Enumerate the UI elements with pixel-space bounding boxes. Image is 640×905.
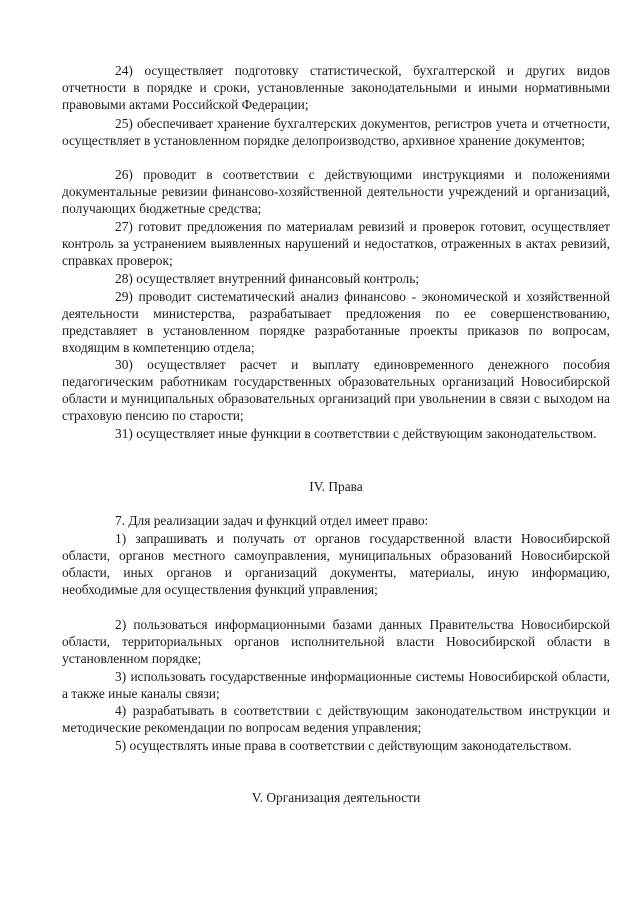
- section-rights-title: IV. Права: [309, 479, 363, 494]
- item-26: 26) проводит в соответствии с действующими инструкциями и положениями документальные ревизии финансово-хозяйственной деятельности учреждений и организаций, получающих бюджетные средства;: [62, 167, 610, 216]
- right-item-5: 5) осуществлять иные права в соответствии с действующим законодательством.: [115, 738, 572, 753]
- right-item-3: 3) использовать государственные информационные системы Новосибирской области, а также иные каналы связи;: [62, 669, 610, 701]
- item-25: 25) обеспечивает хранение бухгалтерских документов, регистров учета и отчетности, осуществляет в установленном порядке делопроизводство, архивное хранение документов;: [62, 116, 610, 148]
- right-item-2: 2) пользоваться информационными базами данных Правительства Новосибирской области, территориальных органов исполнительной власти Новосибирской области в установленном порядке;: [62, 617, 610, 666]
- right-item-4: 4) разрабатывать в соответствии с действующим законодательством инструкции и методические рекомендации по вопросам ведения управления;: [62, 703, 610, 735]
- section-org-title: V. Организация деятельности: [251, 790, 421, 805]
- rights-intro: 7. Для реализации задач и функций отдел имеет право:: [115, 513, 429, 528]
- item-29: 29) проводит систематический анализ финансово - экономической и хозяйственной деятельности министерства, разрабатывает предложения по ее совершенствованию, представляет в установленном порядке разработанные проекты приказов по вопросам, входящим в компетенцию отдела;: [62, 289, 610, 355]
- item-31: 31) осуществляет иные функции в соответствии с действующим законодательством.: [115, 426, 597, 441]
- right-item-1: 1) запрашивать и получать от органов государственной власти Новосибирской области, органов местного самоуправления, муниципальных образований Новосибирской области, иных органов и организаций документы, материалы, иную информацию, необходимые для осуществления функций управления;: [62, 531, 610, 597]
- item-28: 28) осуществляет внутренний финансовый контроль;: [115, 271, 420, 286]
- item-27: 27) готовит предложения по материалам ревизий и проверок готовит, осуществляет контроль за устранением выявленных нарушений и недостатков, отраженных в актах ревизий, справках проверок;: [62, 219, 610, 268]
- item-30: 30) осуществляет расчет и выплату единовременного денежного пособия педагогическим работникам государственных образовательных организаций Новосибирской области и муниципальных образовательных организаций при увольнении в связи с выходом на страховую пенсию по старости;: [62, 357, 610, 423]
- item-24: 24) осуществляет подготовку статистической, бухгалтерской и других видов отчетности в порядке и сроки, установленные законодательными и иными нормативными правовыми актами Российской Федерации;: [62, 63, 610, 112]
